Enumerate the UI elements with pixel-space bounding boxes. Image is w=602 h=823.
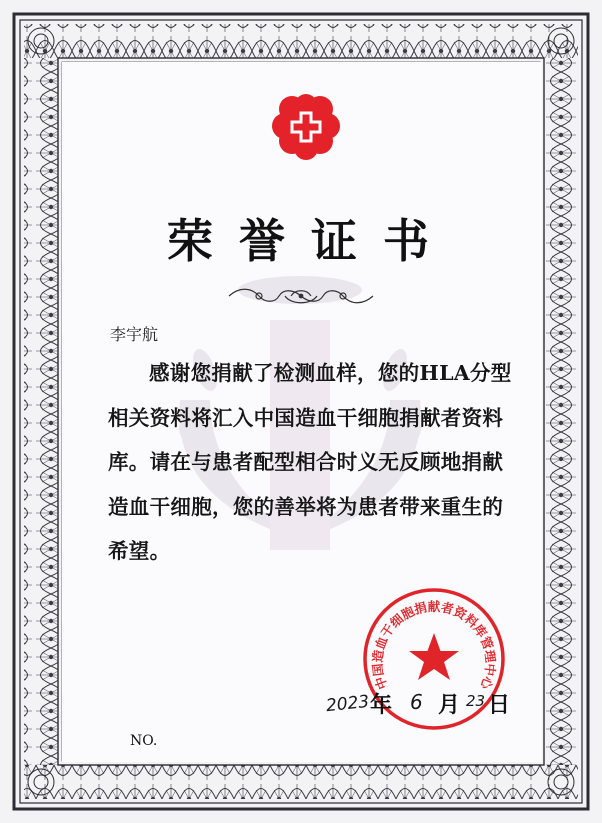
date-day-label: 日 [488,692,511,718]
recipient-name: 李宇航 [110,325,159,344]
date-year-label: 年 [370,692,393,718]
issue-date [326,688,526,722]
certificate-body: 感谢您捐献了检测血样，您的HLA分型相关资料将汇入中国造血干细胞捐献者资料库。请在与患者配型相合时义无反顾地捐献造血干细胞，您的善举将为患者带来重生的希望。 [108,361,512,563]
date-month-label: 月 [438,692,461,718]
date-day: 23 [466,692,486,710]
certificate-number-label: NO. [130,733,158,749]
seal-text: 中国造血干细胞捐献者资料库管理中心 [369,599,499,692]
certificate-title: 荣誉证书 [167,214,455,268]
red-cross-heart-icon [270,93,342,161]
star-icon [409,633,459,680]
date-month: 6 [410,690,423,714]
date-year: 2023 [325,691,371,717]
flourish-ornament [225,285,377,307]
